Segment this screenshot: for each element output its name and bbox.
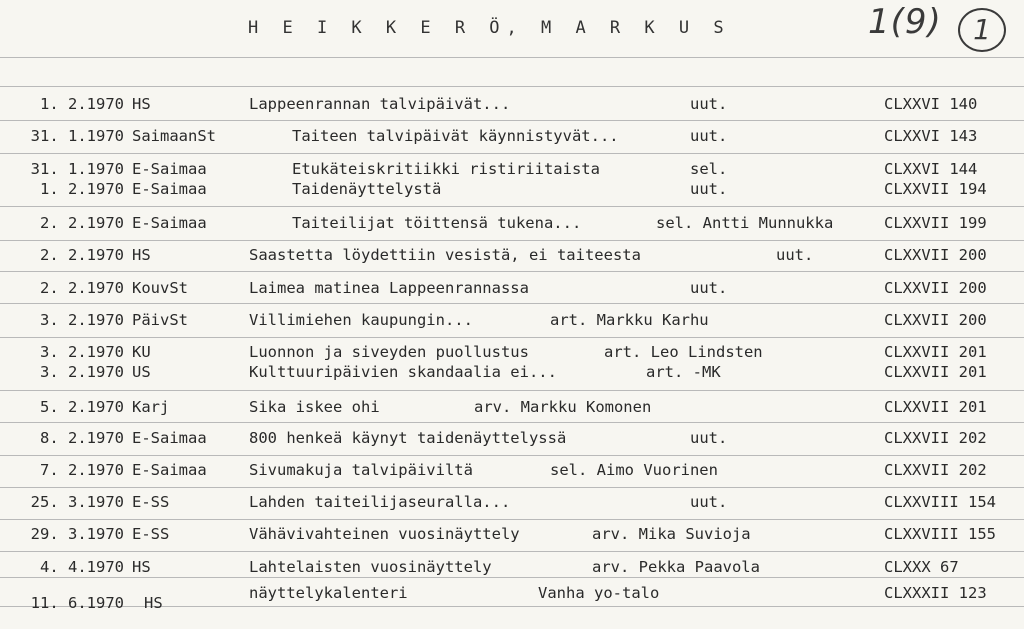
entry-reference: CLXXVII 201 — [884, 343, 987, 361]
entry-paper: E-Saimaa — [132, 180, 207, 198]
entry-row — [0, 279, 1024, 299]
entry-reference: CLXXVII 199 — [884, 214, 987, 232]
entry-row — [0, 493, 1024, 513]
entry-paper: PäivSt — [132, 311, 188, 329]
entry-type: arv. Mika Suvioja — [592, 525, 751, 543]
entry-date: 4. 4.1970 — [40, 558, 124, 576]
entry-row — [0, 461, 1024, 481]
entry-type: art. Markku Karhu — [550, 311, 709, 329]
entry-paper: E-SS — [132, 493, 170, 511]
entry-reference: CLXXVII 194 — [884, 180, 987, 198]
rule — [0, 206, 1024, 207]
entry-paper: KouvSt — [132, 279, 188, 297]
entry-title: Laimea matinea Lappeenrannassa — [249, 279, 529, 297]
rule — [0, 519, 1024, 520]
rule — [0, 271, 1024, 272]
card-title: H E I K K E R Ö, M A R K U S — [248, 18, 731, 38]
entry-row — [0, 214, 1024, 234]
entry-title: 800 henkeä käynyt taidenäyttelyssä — [249, 429, 567, 447]
entry-paper: KU — [132, 343, 151, 361]
entry-paper: HS — [132, 246, 151, 264]
rule — [0, 390, 1024, 391]
entry-date: 31. 1.1970 — [30, 160, 124, 178]
card-number: 1(9) — [868, 2, 942, 42]
entry-paper: E-Saimaa — [132, 214, 207, 232]
entry-reference: CLXXXII 123 — [884, 584, 987, 602]
entry-row — [0, 246, 1024, 266]
entry-reference: CLXXVII 202 — [884, 461, 987, 479]
entry-date: 2. 2.1970 — [40, 214, 124, 232]
entry-date: 5. 2.1970 — [40, 398, 124, 416]
entry-title: Sika iskee ohi — [249, 398, 380, 416]
entry-type: uut. — [690, 493, 728, 511]
entry-date: 8. 2.1970 — [40, 429, 124, 447]
entry-date: 1. 2.1970 — [40, 95, 124, 113]
rule — [0, 86, 1024, 87]
entry-paper: US — [132, 363, 151, 381]
entry-type: sel. — [690, 160, 728, 178]
entry-title: Saastetta löydettiin vesistä, ei taiteesta — [249, 246, 641, 264]
entry-row — [0, 127, 1024, 147]
entry-title: Sivumakuja talvipäiviltä — [249, 461, 473, 479]
entry-reference: CLXXVII 201 — [884, 398, 987, 416]
entry-type: sel. Aimo Vuorinen — [550, 461, 718, 479]
entry-row — [0, 363, 1024, 383]
entry-row — [0, 429, 1024, 449]
entry-paper: HS — [132, 95, 151, 113]
entry-type: uut. — [690, 95, 728, 113]
entry-paper: Karj — [132, 398, 170, 416]
entry-row — [0, 343, 1024, 363]
entry-type: uut. — [776, 246, 814, 264]
entry-row — [0, 180, 1024, 200]
entry-type: uut. — [690, 127, 728, 145]
entry-paper: E-Saimaa — [132, 429, 207, 447]
entry-reference: CLXXX 67 — [884, 558, 959, 576]
entry-title: näyttelykalenteri — [249, 584, 408, 602]
entry-title: Taiteen talvipäivät käynnistyvät... — [292, 127, 619, 145]
entry-type: Vanha yo-talo — [538, 584, 660, 602]
rule — [0, 240, 1024, 241]
entry-row — [0, 311, 1024, 331]
rule — [0, 455, 1024, 456]
entry-title: Lappeenrannan talvipäivät... — [249, 95, 511, 113]
entry-reference: CLXXVIII 155 — [884, 525, 996, 543]
entry-reference: CLXXVI 144 — [884, 160, 978, 178]
entry-reference: CLXXVI 140 — [884, 95, 978, 113]
entry-date: 7. 2.1970 — [40, 461, 124, 479]
rule — [0, 551, 1024, 552]
entry-type: arv. Markku Komonen — [474, 398, 652, 416]
entry-row — [0, 584, 1024, 612]
entry-row — [0, 398, 1024, 418]
entry-row — [0, 558, 1024, 578]
entry-paper: E-Saimaa — [132, 461, 207, 479]
entry-date: 2. 2.1970 — [40, 279, 124, 297]
rule — [0, 120, 1024, 121]
rule — [0, 337, 1024, 338]
entry-reference: CLXXVI 143 — [884, 127, 978, 145]
entry-title: Lahden taiteilijaseuralla... — [249, 493, 511, 511]
entry-reference: CLXXVII 200 — [884, 246, 987, 264]
entry-date: 3. 2.1970 — [40, 363, 124, 381]
entry-type: art. Leo Lindsten — [604, 343, 763, 361]
entry-date: 31. 1.1970 — [30, 127, 124, 145]
entry-date: 25. 3.1970 — [30, 493, 124, 511]
entry-type: art. -MK — [646, 363, 721, 381]
entry-title: Luonnon ja siveyden puollustus — [249, 343, 529, 361]
entry-paper: SaimaanSt — [132, 127, 216, 145]
entry-title: Etukäteiskritiikki ristiriitaista — [292, 160, 600, 178]
entry-paper: HS — [132, 558, 151, 576]
entry-paper: E-Saimaa — [132, 160, 207, 178]
entry-row — [0, 160, 1024, 180]
entry-type: sel. Antti Munnukka — [656, 214, 834, 232]
entry-title: Villimiehen kaupungin... — [249, 311, 473, 329]
entry-date: 1. 2.1970 — [40, 180, 124, 198]
entry-reference: CLXXVII 202 — [884, 429, 987, 447]
entry-type: uut. — [690, 429, 728, 447]
entry-title: Taiteilijat töittensä tukena... — [292, 214, 582, 232]
entry-type: uut. — [690, 180, 728, 198]
rule — [0, 153, 1024, 154]
entry-paper: E-SS — [132, 525, 170, 543]
entry-date: 2. 2.1970 — [40, 246, 124, 264]
entry-paper: HS — [144, 594, 163, 612]
entry-date: 11. 6.1970 — [30, 594, 124, 612]
rule — [0, 487, 1024, 488]
entry-row — [0, 95, 1024, 115]
entry-title: Taidenäyttelystä — [292, 180, 442, 198]
entry-date: 3. 2.1970 — [40, 343, 124, 361]
entry-type: arv. Pekka Paavola — [592, 558, 760, 576]
header-rule — [0, 57, 1024, 58]
entry-title: Vähävivahteinen vuosinäyttely — [249, 525, 520, 543]
entry-date: 3. 2.1970 — [40, 311, 124, 329]
entry-reference: CLXXVII 200 — [884, 279, 987, 297]
rule — [0, 303, 1024, 304]
rule — [0, 422, 1024, 423]
entry-reference: CLXXVII 201 — [884, 363, 987, 381]
entry-reference: CLXXVIII 154 — [884, 493, 996, 511]
circled-card-number: 1 — [958, 8, 1006, 52]
entry-title: Lahtelaisten vuosinäyttely — [249, 558, 492, 576]
entry-row — [0, 525, 1024, 545]
entry-reference: CLXXVII 200 — [884, 311, 987, 329]
entry-type: uut. — [690, 279, 728, 297]
entry-date: 29. 3.1970 — [30, 525, 124, 543]
entry-title: Kulttuuripäivien skandaalia ei... — [249, 363, 557, 381]
